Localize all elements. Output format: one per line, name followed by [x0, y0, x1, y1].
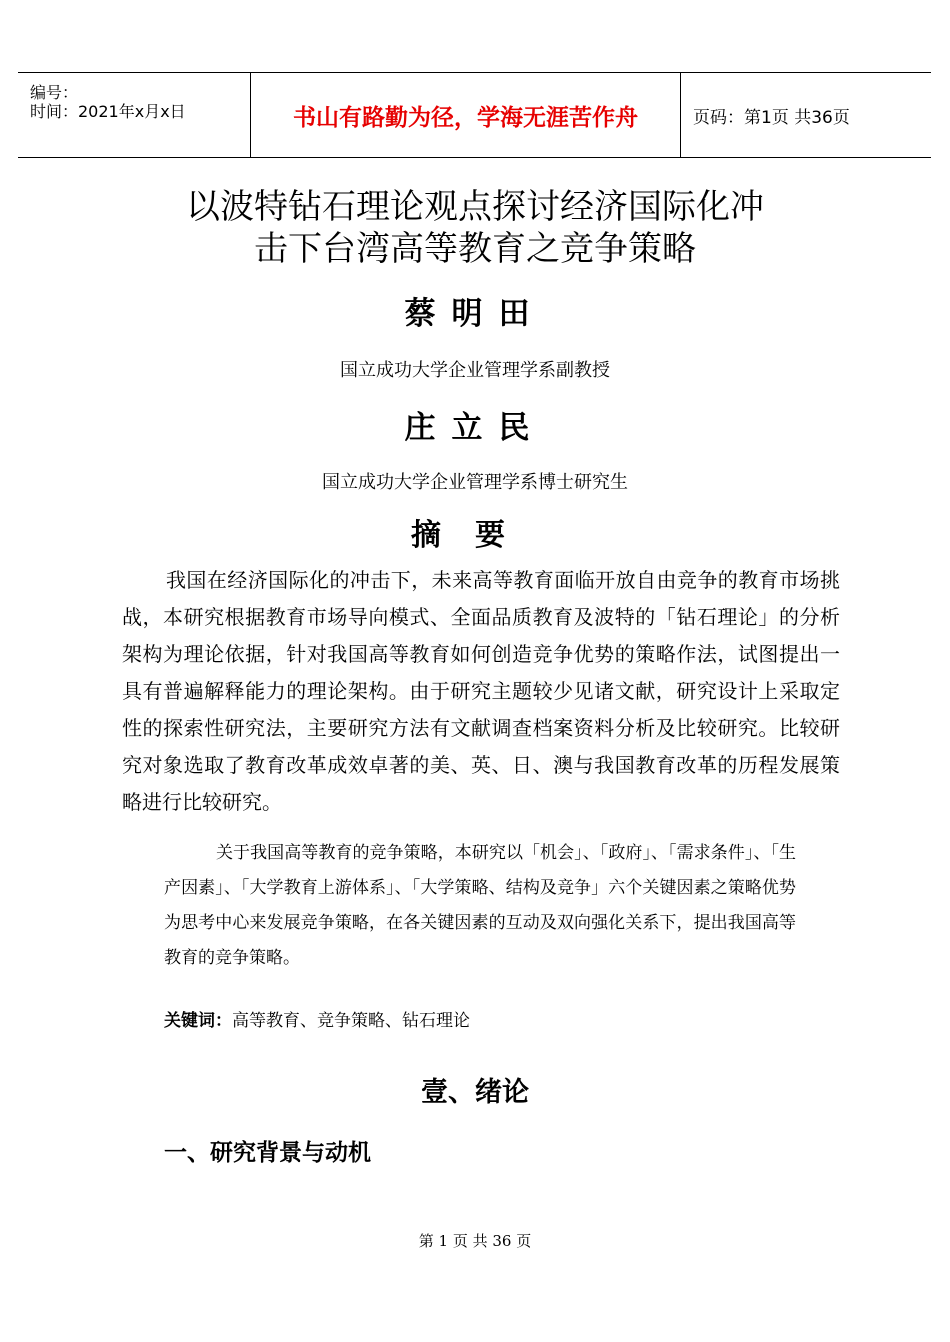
header-date: 时间：2021年x月x日: [30, 102, 186, 121]
header-number: 编号：: [30, 83, 79, 102]
page-header: [18, 72, 931, 158]
author-name-2: 庄立民: [404, 410, 546, 446]
title-line-2: 击下台湾高等教育之竞争策略: [254, 229, 696, 269]
title-line-1: 以波特钻石理论观点探讨经济国际化冲: [186, 187, 764, 227]
header-page-number: 页码：第1页 共36页: [693, 107, 850, 128]
author-affiliation-1: 国立成功大学企业管理学系副教授: [340, 360, 610, 381]
section-heading: 壹、绪论: [421, 1077, 529, 1108]
keywords: [164, 1006, 470, 1031]
document-title: [0, 186, 950, 270]
author-affiliation-2: 国立成功大学企业管理学系博士研究生: [322, 472, 628, 493]
abstract-heading: 摘要: [411, 518, 539, 553]
keywords-label: 关键词：: [164, 1011, 232, 1031]
header-meta: [18, 73, 251, 157]
keywords-value: 高等教育、竞争策略、钻石理论: [232, 1011, 470, 1031]
abstract-paragraph-1: 我国在经济国际化的冲击下，未来高等教育面临开放自由竞争的教育市场挑战，本研究根据教育市场导向模式、全面品质教育及波特的「钻石理论」的分析架构为理论依据，针对我国高等教育如何创造竞争优势的策略作法，试图提出一具有普遍解释能力的理论架构。由于研究主题较少见诸文献，研究设计上采取定性的探索性研究法，主要研究方法有文献调查档案资料分析及比较研究。比较研究对象选取了教育改革成效卓著的美、英、日、澳与我国教育改革的历程发展策略进行比较研究。: [122, 568, 840, 814]
header-motto: 书山有路勤为径，学海无涯苦作舟: [251, 73, 681, 157]
page-footer: 第 1 页 共 36 页: [418, 1232, 532, 1250]
author-name-1: 蔡明田: [404, 296, 546, 332]
abstract-paragraph-2: 关于我国高等教育的竞争策略，本研究以「机会」、「政府」、「需求条件」、「生产因素」、「大学教育上游体系」、「大学策略、结构及竞争」六个关键因素之策略优势为思考中心来发展竞争策略，在各关键因素的互动及双向强化关系下，提出我国高等教育的竞争策略。: [164, 843, 796, 968]
subsection-heading: 一、研究背景与动机: [164, 1140, 371, 1166]
